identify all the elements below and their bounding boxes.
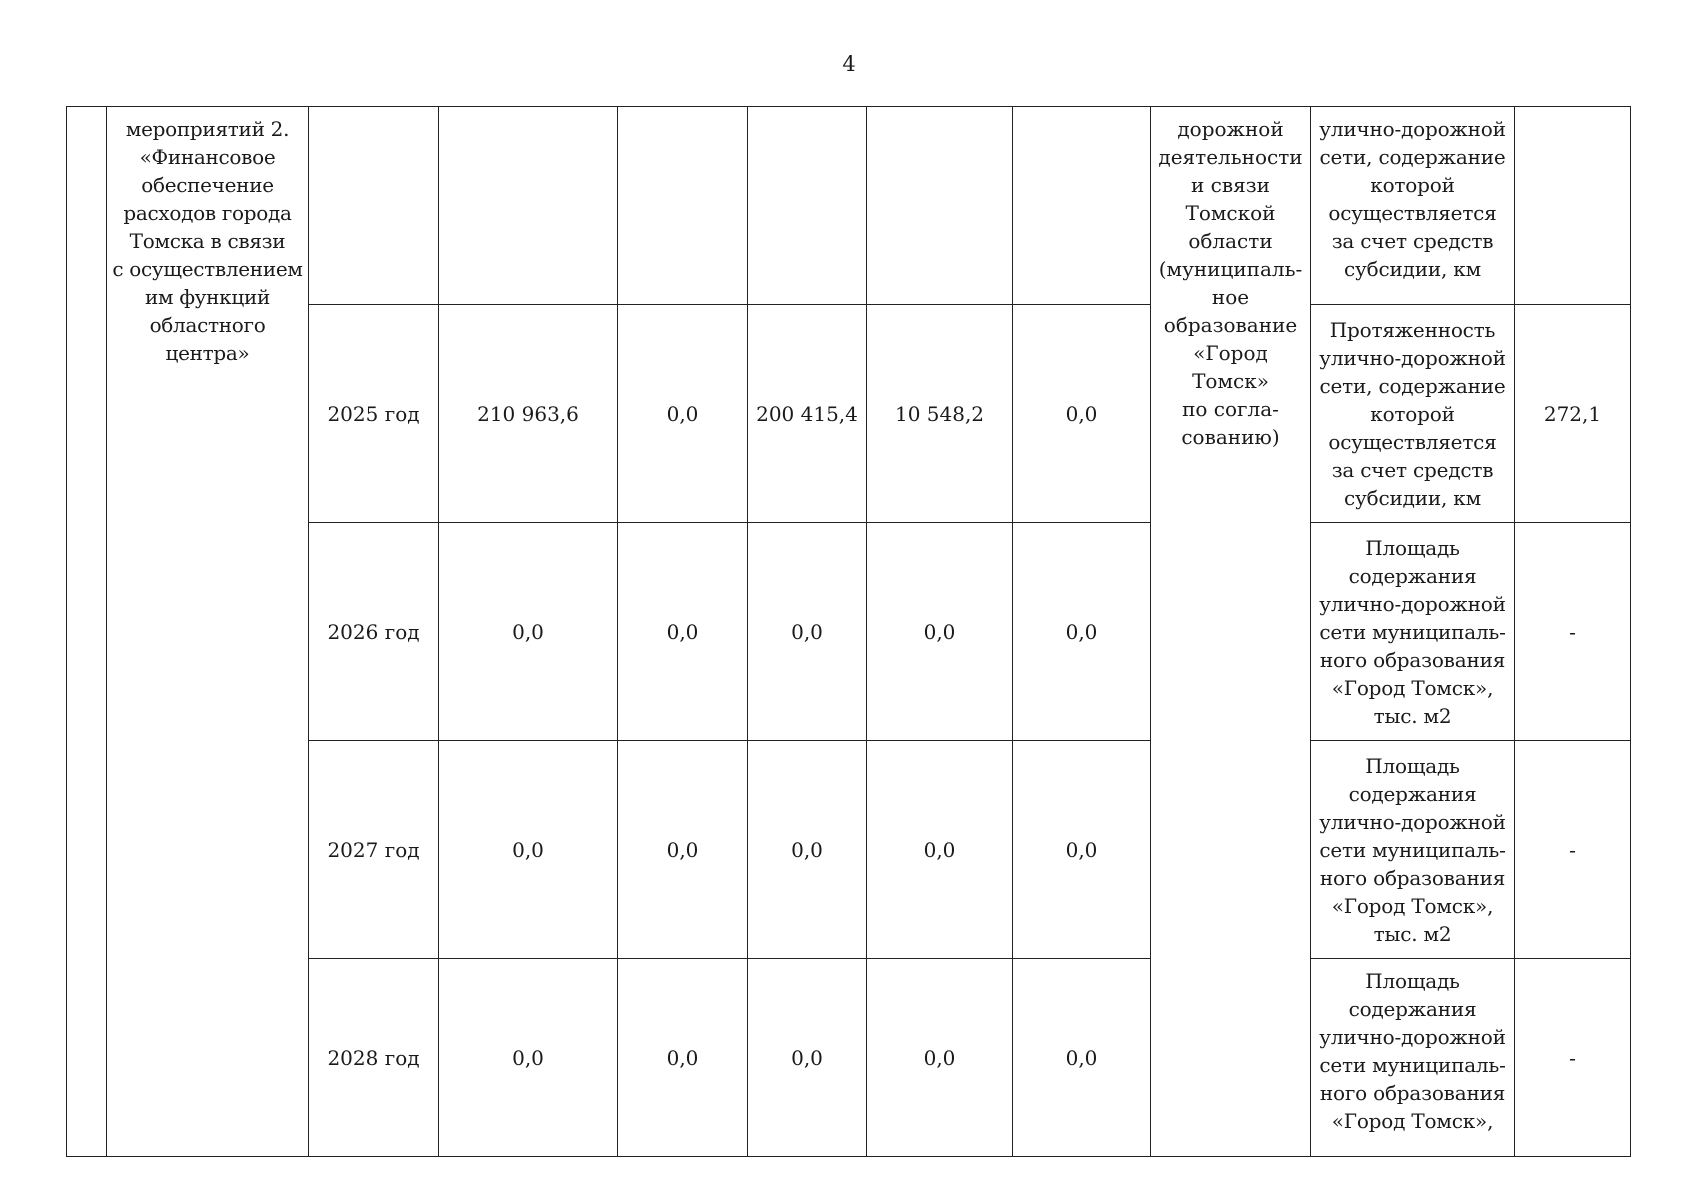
year-cell xyxy=(309,107,439,305)
indicator-value-cell: - xyxy=(1515,959,1631,1157)
indicator-line: Площадь xyxy=(1365,969,1460,993)
other-cell: 0,0 xyxy=(1013,959,1151,1157)
indicator-line: улично-дорожной xyxy=(1319,591,1506,616)
indicator-line: ного образования xyxy=(1319,647,1506,672)
year-cell: 2027 год xyxy=(309,741,439,959)
event-title-line: обеспечение xyxy=(141,173,274,197)
regional-cell: 0,0 xyxy=(748,959,867,1157)
executor-line: ное xyxy=(1211,285,1250,309)
federal-cell: 0,0 xyxy=(618,741,748,959)
event-title-line: центра» xyxy=(165,341,250,365)
row-number-cell xyxy=(67,107,107,1157)
event-title-line: Томска в связи xyxy=(129,229,286,253)
other-cell: 0,0 xyxy=(1013,523,1151,741)
executor-line: сованию) xyxy=(1181,425,1280,449)
indicator-line: содержания xyxy=(1348,997,1477,1021)
total-cell: 0,0 xyxy=(439,523,618,741)
indicator-line: содержания xyxy=(1348,563,1477,588)
indicator-cell xyxy=(1311,523,1515,741)
indicator-line: субсидии, км xyxy=(1344,485,1481,510)
regional-cell: 0,0 xyxy=(748,741,867,959)
local-cell: 0,0 xyxy=(867,959,1013,1157)
local-cell: 10 548,2 xyxy=(867,305,1013,523)
table-row xyxy=(67,107,1631,305)
indicator-cell xyxy=(1311,107,1515,305)
indicator-line: улично-дорожной xyxy=(1319,117,1506,141)
indicator-line: осуществляется xyxy=(1328,201,1497,225)
federal-cell: 0,0 xyxy=(618,305,748,523)
other-cell xyxy=(1013,107,1151,305)
indicator-line: улично-дорожной xyxy=(1319,345,1506,370)
indicator-line: сети муниципаль- xyxy=(1319,1053,1506,1077)
indicator-line: тыс. м2 xyxy=(1373,703,1452,728)
executor-line: области xyxy=(1188,229,1273,253)
executor-line: образование xyxy=(1163,313,1298,337)
executor-line: деятельности xyxy=(1158,145,1303,169)
indicator-line: тыс. м2 xyxy=(1373,921,1452,946)
indicator-line: Протяженность xyxy=(1329,317,1496,342)
indicator-line: осуществляется xyxy=(1328,429,1497,454)
indicator-line: ного образования xyxy=(1319,1081,1506,1105)
indicator-line: «Город Томск», xyxy=(1331,1109,1494,1133)
executor-line: (муниципаль- xyxy=(1158,257,1303,281)
indicator-line: «Город Томск», xyxy=(1331,675,1494,700)
federal-cell xyxy=(618,107,748,305)
page-number: 4 xyxy=(842,52,856,76)
other-cell: 0,0 xyxy=(1013,741,1151,959)
event-title-line: с осуществлением xyxy=(112,257,303,281)
event-title-line: областного xyxy=(149,313,266,337)
indicator-line: которой xyxy=(1370,173,1455,197)
executor-line: Томск» xyxy=(1192,369,1269,393)
local-cell xyxy=(867,107,1013,305)
indicator-value-cell: 272,1 xyxy=(1515,305,1631,523)
indicator-line: Площадь xyxy=(1365,535,1460,560)
executor-line: Томской xyxy=(1185,201,1276,225)
indicator-cell xyxy=(1311,959,1515,1157)
executor-cell xyxy=(1151,107,1311,1157)
regional-cell: 200 415,4 xyxy=(748,305,867,523)
indicator-line: субсидии, км xyxy=(1344,257,1481,281)
indicator-value-cell: - xyxy=(1515,523,1631,741)
indicator-line: улично-дорожной xyxy=(1319,809,1506,834)
indicator-line: за счет средств xyxy=(1331,229,1494,253)
indicator-line: сети муниципаль- xyxy=(1319,619,1506,644)
financing-table xyxy=(66,106,1631,1157)
indicator-line: содержания xyxy=(1348,781,1477,806)
total-cell xyxy=(439,107,618,305)
executor-line: и связи xyxy=(1190,173,1270,197)
executor-line: дорожной xyxy=(1177,117,1284,141)
indicator-value-cell: - xyxy=(1515,741,1631,959)
indicator-line: сети муниципаль- xyxy=(1319,837,1506,862)
executor-line: «Город xyxy=(1193,341,1268,365)
indicator-line: сети, содержание xyxy=(1319,145,1506,169)
indicator-line: улично-дорожной xyxy=(1319,1025,1506,1049)
federal-cell: 0,0 xyxy=(618,959,748,1157)
executor-line: по согла- xyxy=(1182,397,1279,421)
event-title-line: «Финансовое xyxy=(139,145,276,169)
year-cell: 2025 год xyxy=(309,305,439,523)
total-cell: 0,0 xyxy=(439,741,618,959)
year-cell: 2026 год xyxy=(309,523,439,741)
regional-cell xyxy=(748,107,867,305)
indicator-value-cell xyxy=(1515,107,1631,305)
event-title-cell xyxy=(107,107,309,1157)
regional-cell: 0,0 xyxy=(748,523,867,741)
total-cell: 210 963,6 xyxy=(439,305,618,523)
federal-cell: 0,0 xyxy=(618,523,748,741)
indicator-line: за счет средств xyxy=(1331,457,1494,482)
total-cell: 0,0 xyxy=(439,959,618,1157)
other-cell: 0,0 xyxy=(1013,305,1151,523)
indicator-cell xyxy=(1311,305,1515,523)
local-cell: 0,0 xyxy=(867,523,1013,741)
local-cell: 0,0 xyxy=(867,741,1013,959)
indicator-cell xyxy=(1311,741,1515,959)
event-title-line: расходов города xyxy=(123,201,292,225)
indicator-line: сети, содержание xyxy=(1319,373,1506,398)
indicator-line: ного образования xyxy=(1319,865,1506,890)
event-title-line: мероприятий 2. xyxy=(125,117,290,141)
year-cell: 2028 год xyxy=(309,959,439,1157)
indicator-line: которой xyxy=(1370,401,1455,426)
event-title-line: им функций xyxy=(144,285,271,309)
indicator-line: Площадь xyxy=(1365,753,1460,778)
indicator-line: «Город Томск», xyxy=(1331,893,1494,918)
